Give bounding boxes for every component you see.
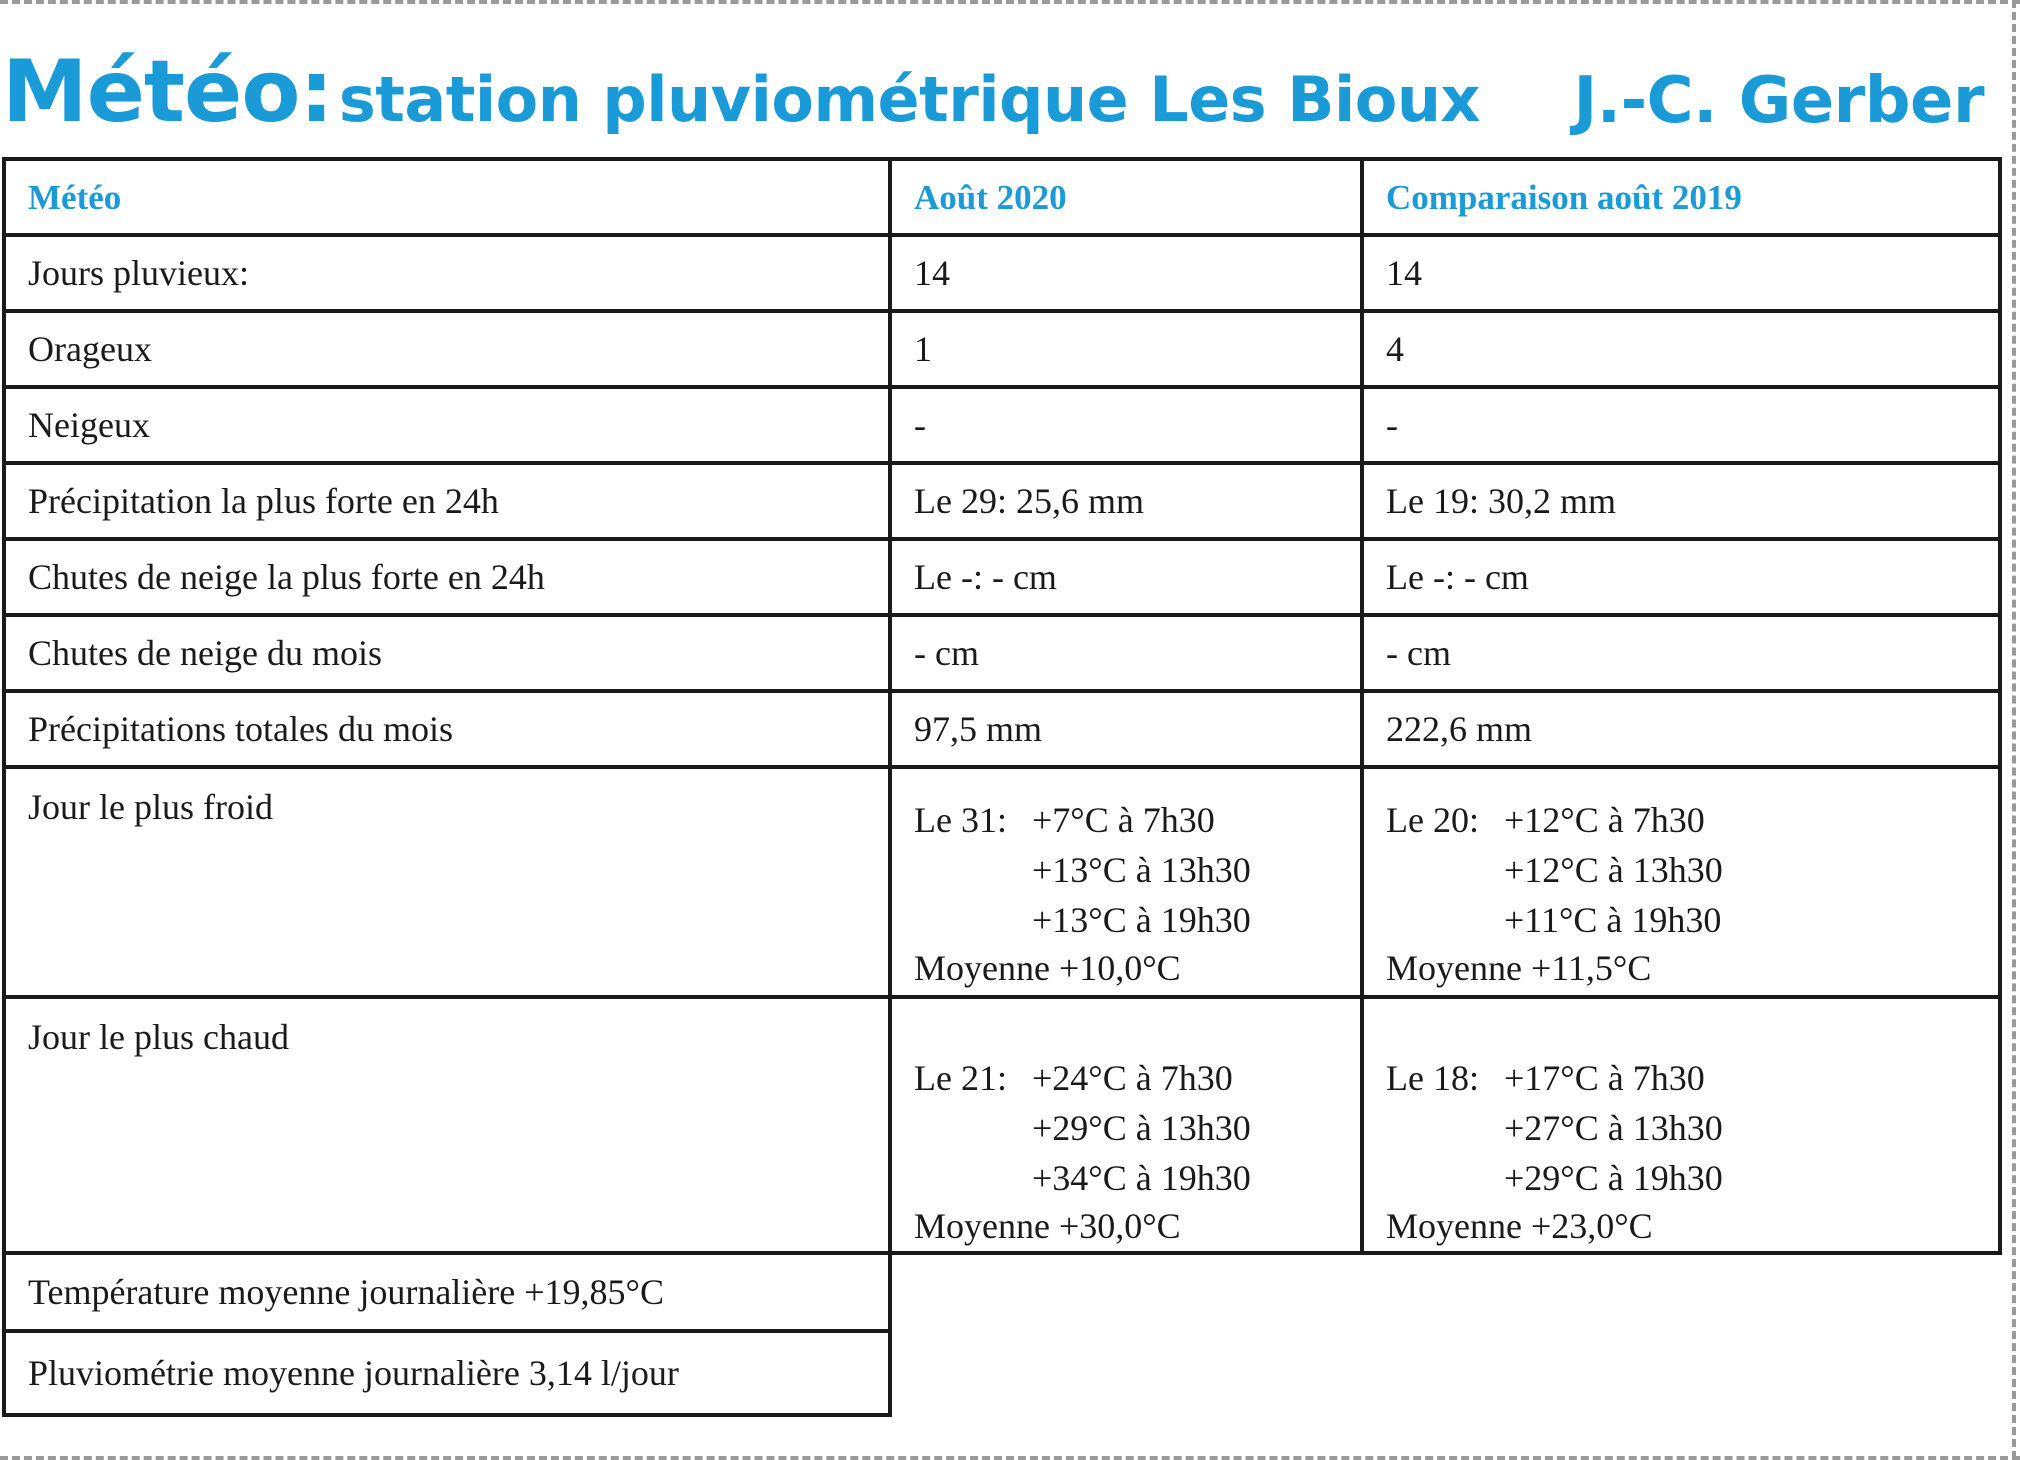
temp-morning: +7°C à 7h30 [1032, 800, 1215, 840]
column-header-2019: Comparaison août 2019 [1362, 159, 2000, 235]
title-sub: station pluviométrique Les Bioux [338, 63, 1480, 136]
value-2020: - cm [890, 615, 1362, 691]
row-label: Orageux [4, 311, 890, 387]
empty-cell [890, 1331, 2000, 1415]
avg-temp-label: Température moyenne journalière +19,85°C [4, 1253, 890, 1331]
table-row [4, 463, 2000, 539]
value-2020: Le -: - cm [890, 539, 1362, 615]
row-label: Neigeux [4, 387, 890, 463]
temp-noon: +27°C à 13h30 [1504, 1108, 1723, 1148]
row-label: Jour le plus chaud [4, 997, 890, 1253]
row-label: Précipitations totales du mois [4, 691, 890, 767]
value-2019: Le 19: 30,2 mm [1362, 463, 2000, 539]
row-label: Jour le plus froid [4, 767, 890, 997]
temp-noon: +13°C à 13h30 [1032, 850, 1251, 890]
hottest-2019 [1362, 997, 2000, 1253]
table-row-avg-temp [4, 1253, 2000, 1331]
value-2019: Le -: - cm [1362, 539, 2000, 615]
value-2019: - cm [1362, 615, 2000, 691]
temp-average: Moyenne +23,0°C [1386, 1206, 1653, 1246]
dashed-border-right [2012, 0, 2016, 1459]
day-label: Le 20: [1386, 800, 1479, 840]
table-row [4, 691, 2000, 767]
temp-evening: +34°C à 19h30 [1032, 1158, 1251, 1198]
table-header-row [4, 159, 2000, 235]
coldest-2019 [1362, 767, 2000, 997]
column-header-meteo: Météo [4, 159, 890, 235]
page-title [2, 42, 1480, 142]
empty-cell [890, 1253, 2000, 1331]
hottest-2020 [890, 997, 1362, 1253]
value-2019: - [1362, 387, 2000, 463]
table-row [4, 235, 2000, 311]
column-header-2020: Août 2020 [890, 159, 1362, 235]
temp-evening: +29°C à 19h30 [1504, 1158, 1723, 1198]
table-row [4, 311, 2000, 387]
table-row-hottest [4, 997, 2000, 1253]
value-2020: - [890, 387, 1362, 463]
temp-morning: +12°C à 7h30 [1504, 800, 1705, 840]
temp-average: Moyenne +30,0°C [914, 1206, 1181, 1246]
coldest-2020 [890, 767, 1362, 997]
table-row-avg-rain [4, 1331, 2000, 1415]
row-label: Jours pluvieux: [4, 235, 890, 311]
temp-evening: +11°C à 19h30 [1504, 900, 1722, 940]
table-row [4, 387, 2000, 463]
value-2020: 97,5 mm [890, 691, 1362, 767]
temp-morning: +17°C à 7h30 [1504, 1058, 1705, 1098]
dashed-border-top [0, 0, 2020, 4]
temp-morning: +24°C à 7h30 [1032, 1058, 1233, 1098]
table-row [4, 539, 2000, 615]
temp-average: Moyenne +10,0°C [914, 948, 1181, 988]
dashed-border-bottom [0, 1456, 2020, 1460]
value-2019: 14 [1362, 235, 2000, 311]
title-main: Météo: [2, 42, 333, 142]
value-2020: 14 [890, 235, 1362, 311]
value-2019: 4 [1362, 311, 2000, 387]
table-row [4, 615, 2000, 691]
day-label: Le 21: [914, 1058, 1007, 1098]
row-label: Précipitation la plus forte en 24h [4, 463, 890, 539]
value-2019: 222,6 mm [1362, 691, 2000, 767]
row-label: Chutes de neige la plus forte en 24h [4, 539, 890, 615]
author-name: J.-C. Gerber [1573, 64, 1984, 138]
temp-average: Moyenne +11,5°C [1386, 948, 1652, 988]
row-label: Chutes de neige du mois [4, 615, 890, 691]
value-2020: 1 [890, 311, 1362, 387]
avg-rain-label: Pluviométrie moyenne journalière 3,14 l/jour [4, 1331, 890, 1415]
temp-evening: +13°C à 19h30 [1032, 900, 1251, 940]
weather-table [2, 157, 2002, 1417]
value-2020: Le 29: 25,6 mm [890, 463, 1362, 539]
temp-noon: +29°C à 13h30 [1032, 1108, 1251, 1148]
day-label: Le 18: [1386, 1058, 1479, 1098]
table-row-coldest [4, 767, 2000, 997]
temp-noon: +12°C à 13h30 [1504, 850, 1723, 890]
day-label: Le 31: [914, 800, 1007, 840]
